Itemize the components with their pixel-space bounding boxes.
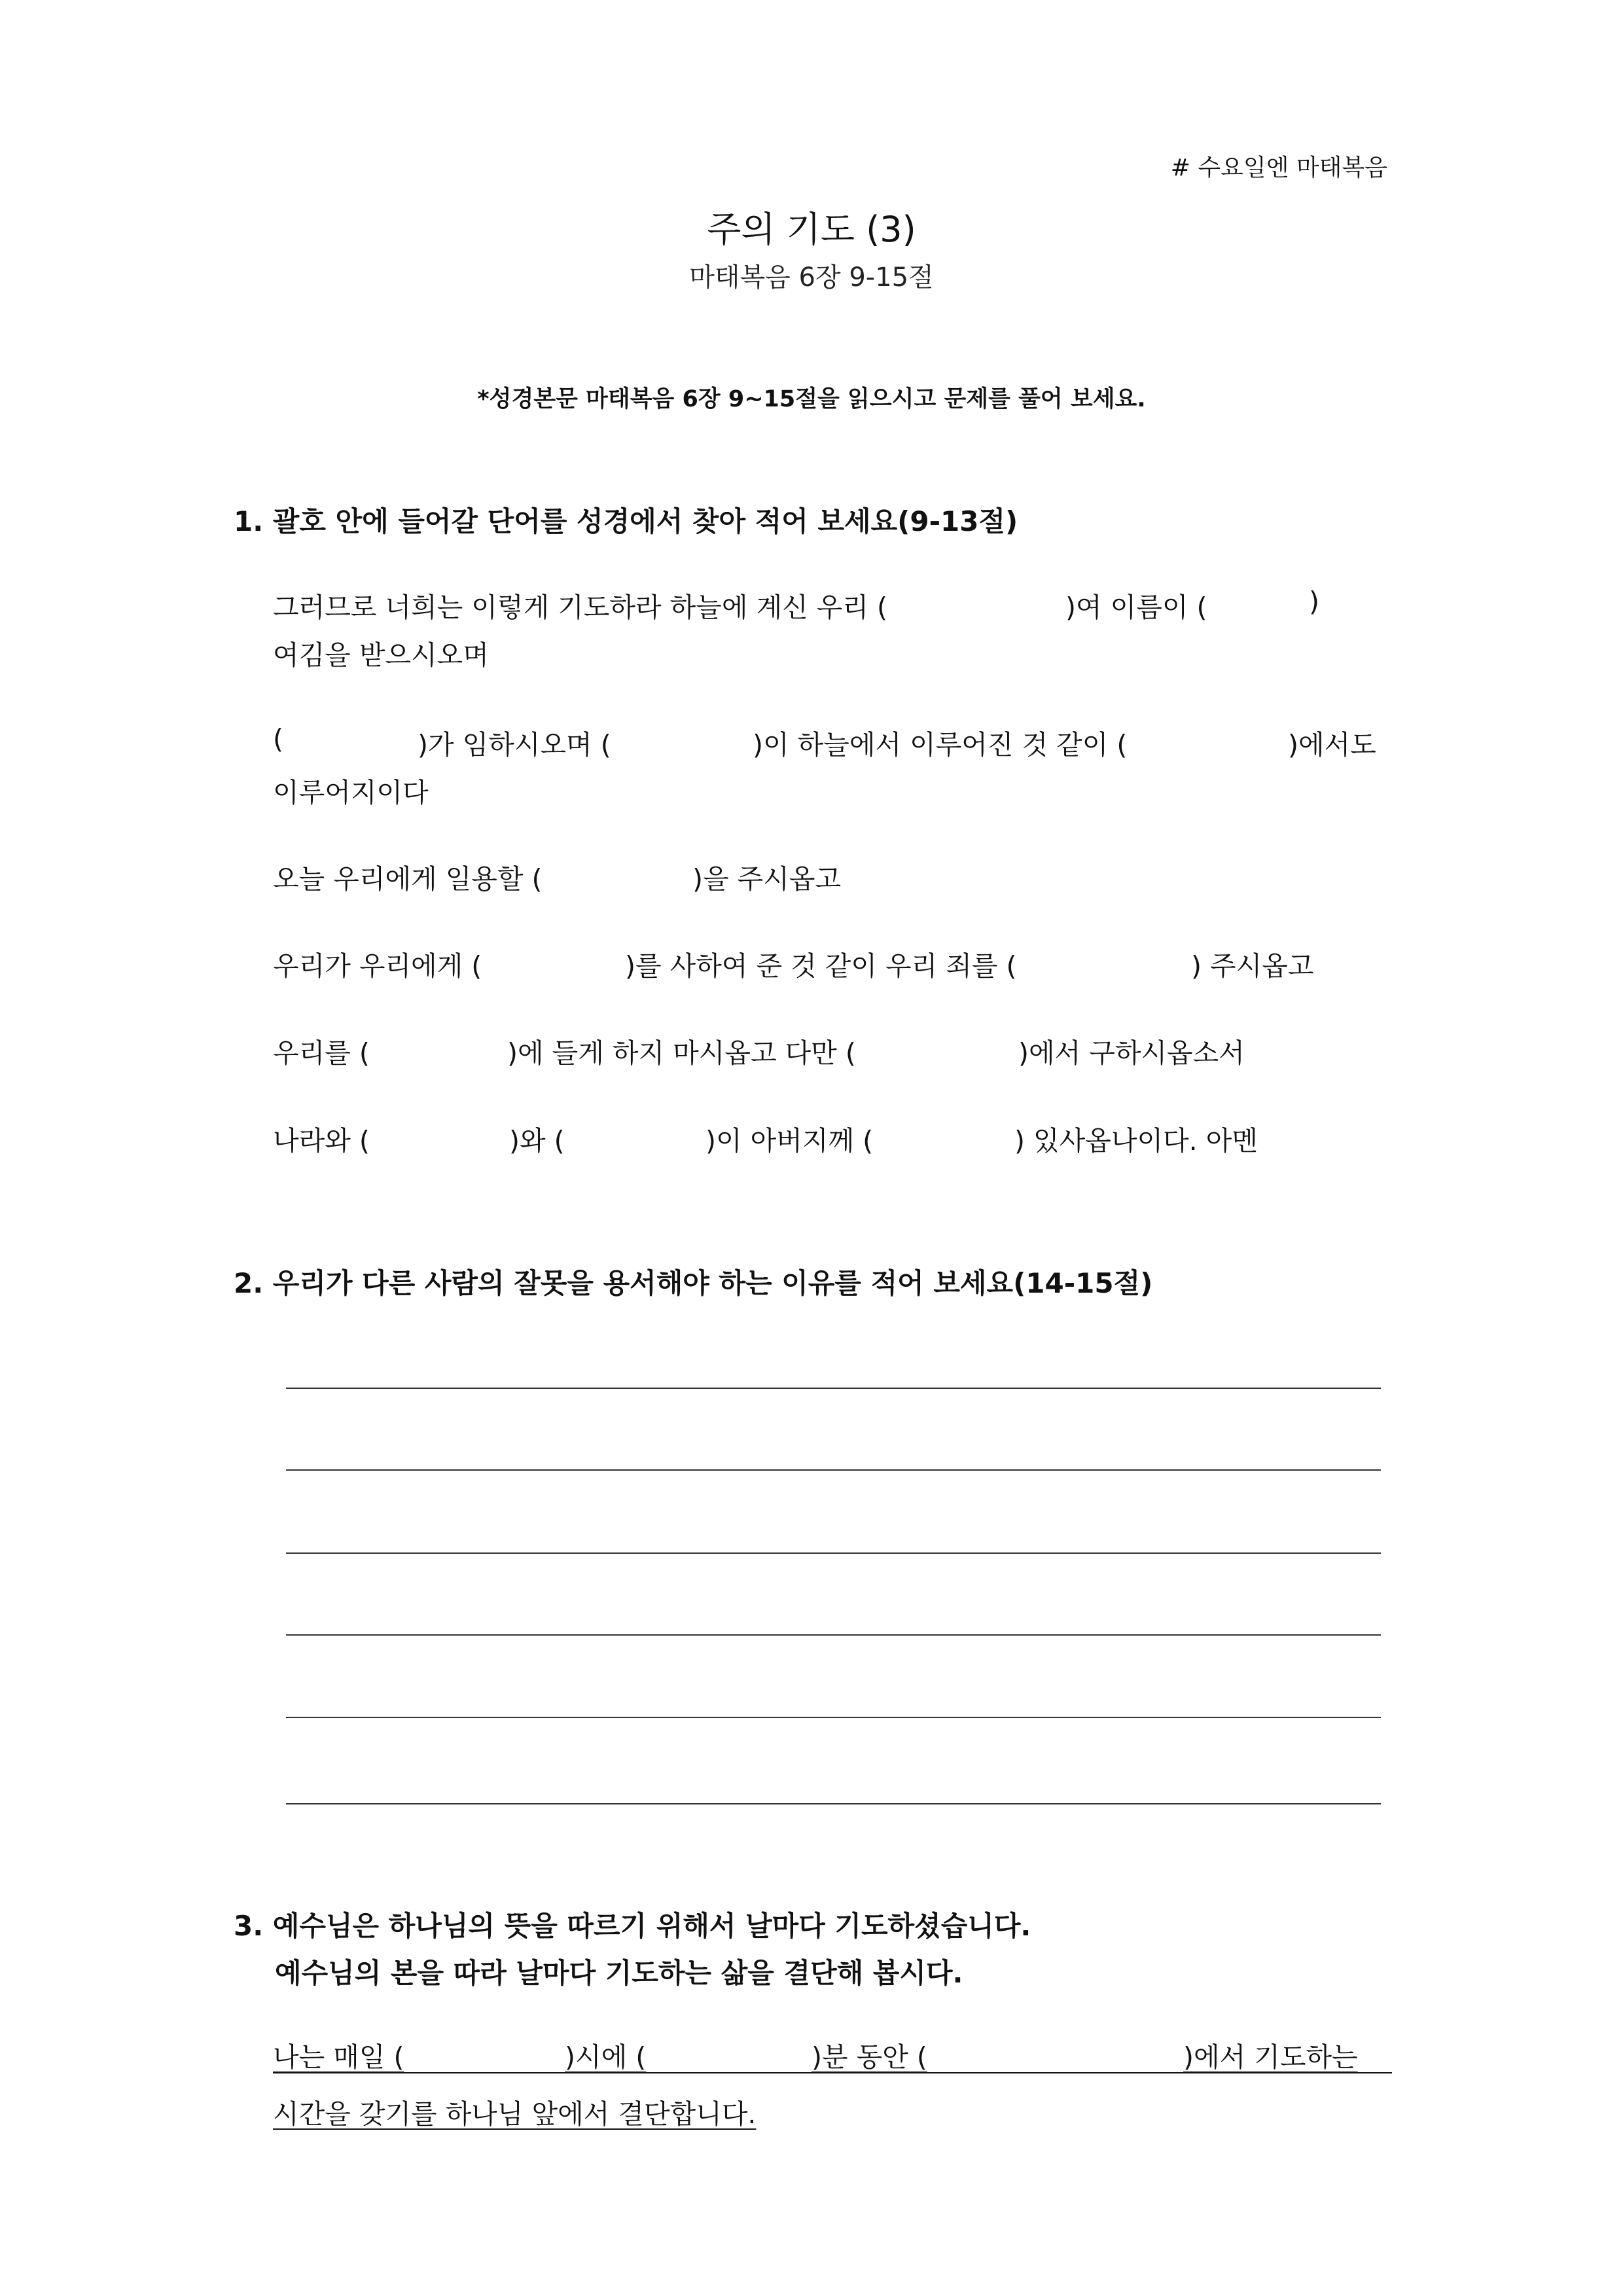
q1-line2-text-b: )가 임하시오며 ( — [418, 729, 611, 761]
page-subtitle: 마태복음 6장 9-15절 — [689, 262, 934, 293]
commit-text-b: )시에 ( — [565, 2041, 647, 2073]
question-3-heading-line1: 3. 예수님은 하나님의 뜻을 따르기 위해서 날마다 기도하셨습니다. — [234, 1910, 1031, 1942]
answer-line[interactable] — [286, 1634, 1381, 1636]
q1-line6-text-c: )이 아버지께 ( — [705, 1125, 874, 1157]
q1-line2-text-c: )이 하늘에서 이루어진 것 같이 ( — [753, 729, 1128, 761]
commit-text-a: 나는 매일 ( — [273, 2041, 404, 2073]
commit-text-c: )분 동안 ( — [812, 2041, 927, 2073]
commit-text-d: )에서 기도하는 — [1183, 2041, 1358, 2073]
question-3-heading-line2: 예수님의 본을 따라 날마다 기도하는 삶을 결단해 봅시다. — [275, 1957, 963, 1989]
q1-line1-text-b: )여 이름이 ( — [1065, 592, 1207, 623]
instruction-text: *성경본문 마태복음 6장 9~15절을 읽으시고 문제를 풀어 보세요. — [477, 386, 1146, 412]
answer-line[interactable] — [286, 1388, 1381, 1389]
q1-line1-cont: 여김을 받으시오며 — [273, 639, 489, 671]
answer-line[interactable] — [286, 1717, 1381, 1718]
q1-line6-text-b: )와 ( — [509, 1125, 565, 1157]
header-tag: # 수요일엔 마태복음 — [1170, 154, 1387, 181]
q1-line2-cont: 이루어지이다 — [273, 777, 429, 808]
q1-line4-text-a: 우리가 우리에게 ( — [273, 950, 482, 982]
q1-line1-text-a: 그러므로 너희는 이렇게 기도하라 하늘에 계신 우리 ( — [273, 592, 887, 623]
q1-line2-text-d: )에서도 — [1288, 729, 1376, 761]
q1-line5-text-c: )에서 구하시옵소서 — [1018, 1037, 1245, 1069]
q1-line5-text-a: 우리를 ( — [273, 1037, 370, 1069]
answer-line[interactable] — [286, 1552, 1381, 1554]
q1-line4-text-b: )를 사하여 준 것 같이 우리 죄를 ( — [625, 950, 1017, 982]
q1-line6-text-a: 나라와 ( — [273, 1125, 370, 1157]
commit-cont: 시간을 갖기를 하나님 앞에서 결단합니다. — [273, 2098, 757, 2130]
page-title: 주의 기도 (3) — [707, 209, 916, 250]
q1-line4-text-c: ) 주시옵고 — [1191, 950, 1314, 982]
q1-line2-text-a: ( — [273, 723, 283, 755]
q1-line6-text-d: ) 있사옵나이다. 아멘 — [1014, 1125, 1258, 1157]
question-1-heading: 1. 괄호 안에 들어갈 단어를 성경에서 찾아 적어 보세요(9-13절) — [234, 505, 1018, 537]
q1-line3-text-b: )을 주시옵고 — [692, 863, 842, 895]
answer-line[interactable] — [286, 1803, 1381, 1804]
q1-line5-text-b: )에 들게 하지 마시옵고 다만 ( — [507, 1037, 856, 1069]
q1-line3-text-a: 오늘 우리에게 일용할 ( — [273, 863, 543, 895]
answer-line[interactable] — [286, 1469, 1381, 1471]
question-2-heading: 2. 우리가 다른 사람의 잘못을 용서해야 하는 이유를 적어 보세요(14-15절) — [234, 1267, 1153, 1299]
commit-underline — [273, 2072, 1392, 2073]
q1-line1-text-c: ) — [1309, 586, 1319, 617]
